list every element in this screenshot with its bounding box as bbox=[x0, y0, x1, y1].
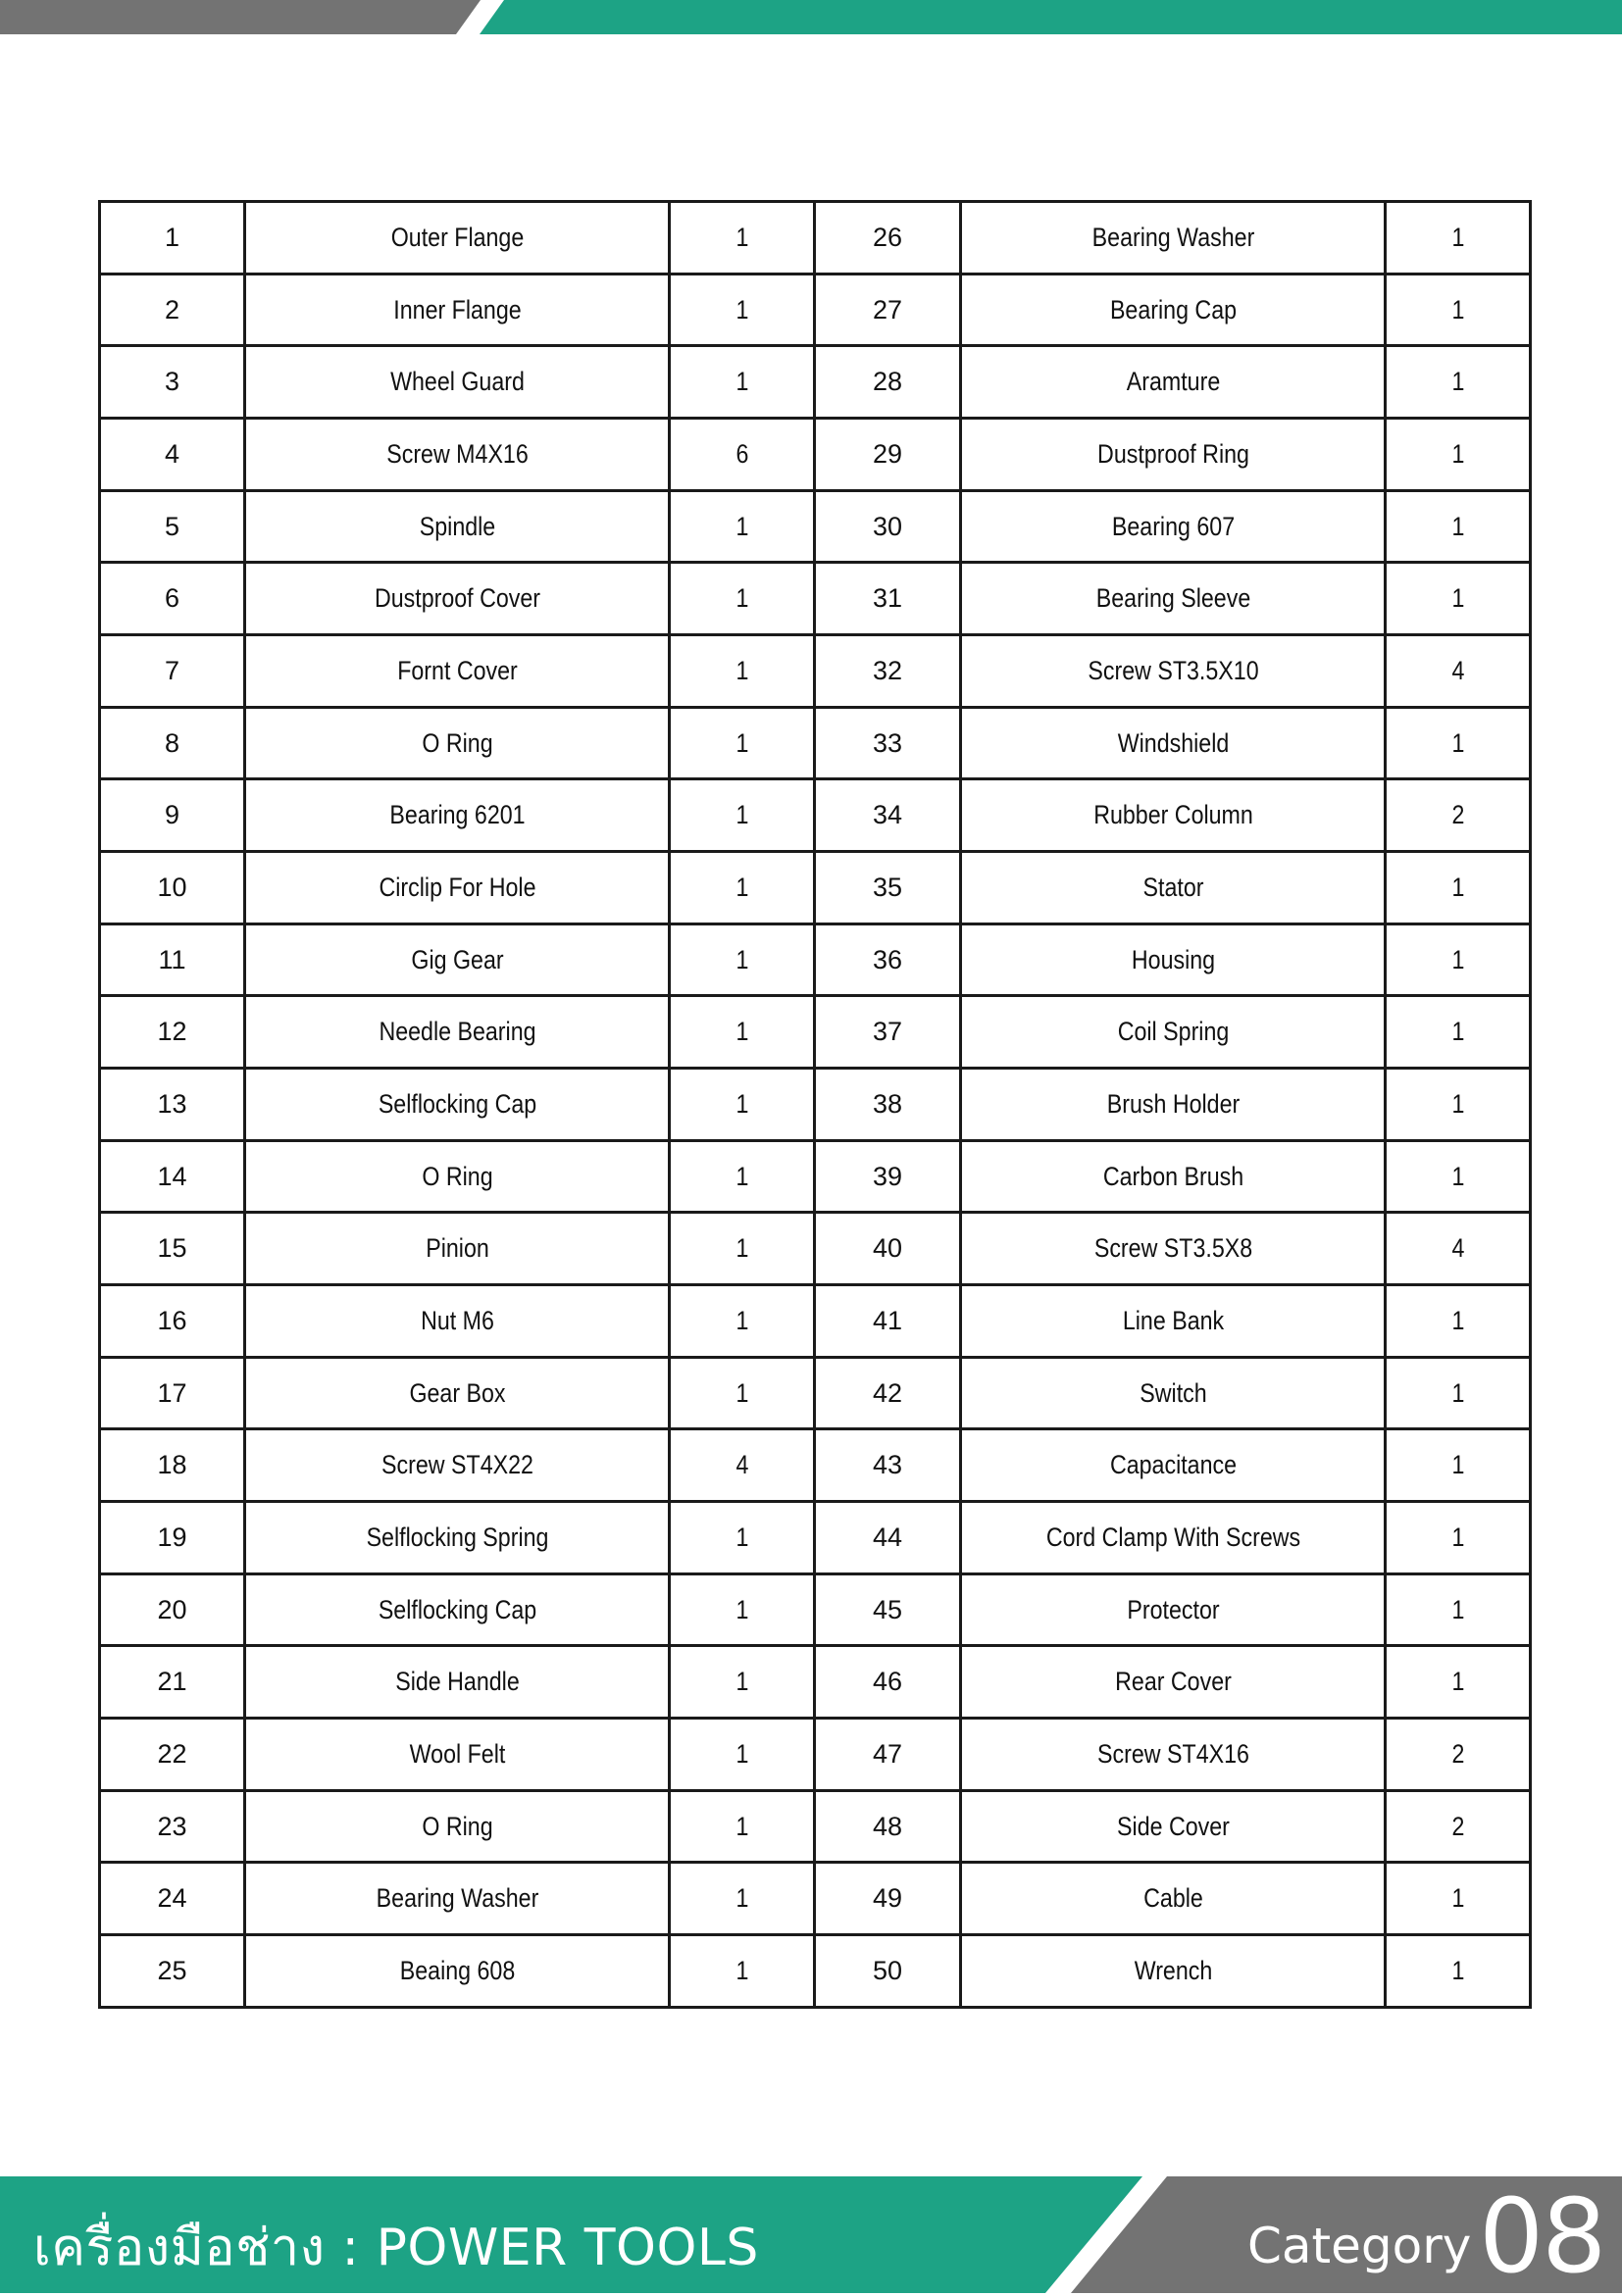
part-qty-cell: 1 bbox=[680, 563, 804, 635]
footer-title: เครื่องมือช่าง : POWER TOOLS bbox=[33, 2219, 759, 2277]
part-qty-cell: 1 bbox=[680, 274, 804, 346]
part-number-cell: 36 bbox=[815, 923, 961, 996]
table-row bbox=[100, 996, 1531, 1069]
part-qty-cell: 1 bbox=[1395, 1140, 1520, 1213]
part-number-cell: 39 bbox=[815, 1140, 961, 1213]
part-name-cell: Bearing 6201 bbox=[275, 779, 639, 852]
part-number-cell: 31 bbox=[815, 563, 961, 635]
table-row bbox=[100, 419, 1531, 491]
table-row bbox=[100, 1719, 1531, 1791]
part-name-cell: Bearing 607 bbox=[990, 490, 1355, 563]
part-qty-cell: 2 bbox=[1395, 779, 1520, 852]
part-number-cell: 33 bbox=[815, 707, 961, 779]
part-qty-cell: 4 bbox=[1395, 1213, 1520, 1285]
parts-table bbox=[98, 200, 1532, 2009]
part-number-cell: 5 bbox=[100, 490, 245, 563]
part-name-cell: Wrench bbox=[990, 1935, 1355, 2008]
part-number-cell: 43 bbox=[815, 1429, 961, 1502]
table-row bbox=[100, 923, 1531, 996]
part-qty-cell: 2 bbox=[1395, 1719, 1520, 1791]
part-name-cell: Line Bank bbox=[990, 1285, 1355, 1358]
part-qty-cell: 4 bbox=[1395, 635, 1520, 708]
part-name-cell: Screw ST4X16 bbox=[990, 1719, 1355, 1791]
part-number-cell: 18 bbox=[100, 1429, 245, 1502]
part-name-cell: Fornt Cover bbox=[275, 635, 639, 708]
top-accent-bar bbox=[0, 0, 1622, 34]
table-row bbox=[100, 635, 1531, 708]
part-name-cell: Screw ST4X22 bbox=[275, 1429, 639, 1502]
part-name-cell: O Ring bbox=[275, 707, 639, 779]
part-qty-cell: 1 bbox=[680, 1285, 804, 1358]
part-number-cell: 13 bbox=[100, 1069, 245, 1141]
part-qty-cell: 1 bbox=[1395, 346, 1520, 419]
part-name-cell: Bearing Washer bbox=[275, 1863, 639, 1935]
part-name-cell: Coil Spring bbox=[990, 996, 1355, 1069]
table-row bbox=[100, 346, 1531, 419]
part-number-cell: 30 bbox=[815, 490, 961, 563]
category-number: 08 bbox=[1479, 2176, 1605, 2296]
table-row bbox=[100, 1790, 1531, 1863]
part-qty-cell: 1 bbox=[680, 1213, 804, 1285]
part-qty-cell: 1 bbox=[1395, 1646, 1520, 1719]
part-number-cell: 37 bbox=[815, 996, 961, 1069]
part-qty-cell: 1 bbox=[680, 202, 804, 275]
part-name-cell: Selflocking Spring bbox=[275, 1502, 639, 1574]
part-name-cell: Wheel Guard bbox=[275, 346, 639, 419]
part-name-cell: Rubber Column bbox=[990, 779, 1355, 852]
table-row bbox=[100, 779, 1531, 852]
part-number-cell: 47 bbox=[815, 1719, 961, 1791]
part-number-cell: 34 bbox=[815, 779, 961, 852]
table-row bbox=[100, 1935, 1531, 2008]
part-name-cell: Nut M6 bbox=[275, 1285, 639, 1358]
part-qty-cell: 1 bbox=[680, 1646, 804, 1719]
table-row bbox=[100, 490, 1531, 563]
part-number-cell: 25 bbox=[100, 1935, 245, 2008]
part-qty-cell: 1 bbox=[1395, 419, 1520, 491]
part-qty-cell: 1 bbox=[1395, 1573, 1520, 1646]
part-number-cell: 44 bbox=[815, 1502, 961, 1574]
part-qty-cell: 1 bbox=[680, 779, 804, 852]
part-name-cell: Rear Cover bbox=[990, 1646, 1355, 1719]
part-qty-cell: 1 bbox=[680, 852, 804, 924]
part-name-cell: Bearing Washer bbox=[990, 202, 1355, 275]
part-name-cell: Screw ST3.5X10 bbox=[990, 635, 1355, 708]
part-qty-cell: 1 bbox=[680, 923, 804, 996]
part-qty-cell: 1 bbox=[680, 1069, 804, 1141]
part-qty-cell: 2 bbox=[1395, 1790, 1520, 1863]
table-row bbox=[100, 1429, 1531, 1502]
part-qty-cell: 1 bbox=[1395, 274, 1520, 346]
part-name-cell: Dustproof Cover bbox=[275, 563, 639, 635]
part-qty-cell: 1 bbox=[680, 1790, 804, 1863]
part-number-cell: 28 bbox=[815, 346, 961, 419]
part-name-cell: Side Handle bbox=[275, 1646, 639, 1719]
part-number-cell: 27 bbox=[815, 274, 961, 346]
part-number-cell: 42 bbox=[815, 1357, 961, 1429]
part-qty-cell: 4 bbox=[680, 1429, 804, 1502]
part-qty-cell: 1 bbox=[1395, 852, 1520, 924]
part-name-cell: Gear Box bbox=[275, 1357, 639, 1429]
part-name-cell: Gig Gear bbox=[275, 923, 639, 996]
table-row bbox=[100, 1069, 1531, 1141]
part-qty-cell: 1 bbox=[1395, 1863, 1520, 1935]
part-qty-cell: 1 bbox=[1395, 996, 1520, 1069]
part-name-cell: Wool Felt bbox=[275, 1719, 639, 1791]
part-qty-cell: 1 bbox=[1395, 1069, 1520, 1141]
part-name-cell: Beaing 608 bbox=[275, 1935, 639, 2008]
part-number-cell: 21 bbox=[100, 1646, 245, 1719]
part-number-cell: 50 bbox=[815, 1935, 961, 2008]
part-qty-cell: 1 bbox=[1395, 1429, 1520, 1502]
part-name-cell: Windshield bbox=[990, 707, 1355, 779]
part-number-cell: 17 bbox=[100, 1357, 245, 1429]
part-name-cell: Pinion bbox=[275, 1213, 639, 1285]
part-number-cell: 32 bbox=[815, 635, 961, 708]
part-qty-cell: 1 bbox=[680, 1719, 804, 1791]
part-number-cell: 35 bbox=[815, 852, 961, 924]
part-name-cell: O Ring bbox=[275, 1140, 639, 1213]
part-qty-cell: 1 bbox=[680, 1863, 804, 1935]
part-name-cell: Housing bbox=[990, 923, 1355, 996]
part-number-cell: 9 bbox=[100, 779, 245, 852]
part-qty-cell: 1 bbox=[1395, 1357, 1520, 1429]
table-row bbox=[100, 1573, 1531, 1646]
part-number-cell: 16 bbox=[100, 1285, 245, 1358]
part-qty-cell: 1 bbox=[680, 346, 804, 419]
part-number-cell: 23 bbox=[100, 1790, 245, 1863]
part-qty-cell: 1 bbox=[680, 635, 804, 708]
part-number-cell: 29 bbox=[815, 419, 961, 491]
part-name-cell: Brush Holder bbox=[990, 1069, 1355, 1141]
part-number-cell: 2 bbox=[100, 274, 245, 346]
table-row bbox=[100, 707, 1531, 779]
part-number-cell: 20 bbox=[100, 1573, 245, 1646]
part-qty-cell: 1 bbox=[1395, 707, 1520, 779]
table-row bbox=[100, 1646, 1531, 1719]
part-qty-cell: 1 bbox=[680, 1357, 804, 1429]
part-qty-cell: 1 bbox=[1395, 490, 1520, 563]
part-name-cell: Protector bbox=[990, 1573, 1355, 1646]
part-name-cell: Screw M4X16 bbox=[275, 419, 639, 491]
part-name-cell: Circlip For Hole bbox=[275, 852, 639, 924]
part-name-cell: Capacitance bbox=[990, 1429, 1355, 1502]
part-number-cell: 38 bbox=[815, 1069, 961, 1141]
part-name-cell: Cord Clamp With Screws bbox=[990, 1502, 1355, 1574]
table-row bbox=[100, 1213, 1531, 1285]
part-number-cell: 6 bbox=[100, 563, 245, 635]
part-number-cell: 10 bbox=[100, 852, 245, 924]
part-name-cell: Bearing Sleeve bbox=[990, 563, 1355, 635]
part-qty-cell: 1 bbox=[680, 1573, 804, 1646]
part-number-cell: 15 bbox=[100, 1213, 245, 1285]
part-name-cell: Outer Flange bbox=[275, 202, 639, 275]
part-name-cell: Side Cover bbox=[990, 1790, 1355, 1863]
table-row bbox=[100, 274, 1531, 346]
part-number-cell: 48 bbox=[815, 1790, 961, 1863]
part-number-cell: 46 bbox=[815, 1646, 961, 1719]
part-number-cell: 12 bbox=[100, 996, 245, 1069]
table-row bbox=[100, 1357, 1531, 1429]
part-qty-cell: 1 bbox=[680, 490, 804, 563]
part-qty-cell: 1 bbox=[680, 707, 804, 779]
part-qty-cell: 1 bbox=[1395, 1935, 1520, 2008]
part-number-cell: 40 bbox=[815, 1213, 961, 1285]
part-number-cell: 22 bbox=[100, 1719, 245, 1791]
part-number-cell: 41 bbox=[815, 1285, 961, 1358]
table-row bbox=[100, 852, 1531, 924]
part-qty-cell: 1 bbox=[680, 1140, 804, 1213]
part-name-cell: Aramture bbox=[990, 346, 1355, 419]
part-number-cell: 45 bbox=[815, 1573, 961, 1646]
parts-table-body bbox=[100, 202, 1531, 2008]
part-name-cell: Spindle bbox=[275, 490, 639, 563]
part-number-cell: 14 bbox=[100, 1140, 245, 1213]
part-qty-cell: 1 bbox=[680, 996, 804, 1069]
part-name-cell: O Ring bbox=[275, 1790, 639, 1863]
part-qty-cell: 1 bbox=[1395, 202, 1520, 275]
part-number-cell: 8 bbox=[100, 707, 245, 779]
category-label: Category bbox=[1247, 2218, 1472, 2274]
part-name-cell: Selflocking Cap bbox=[275, 1069, 639, 1141]
table-row bbox=[100, 1863, 1531, 1935]
part-qty-cell: 1 bbox=[1395, 1285, 1520, 1358]
part-qty-cell: 1 bbox=[680, 1502, 804, 1574]
part-qty-cell: 6 bbox=[680, 419, 804, 491]
part-name-cell: Screw ST3.5X8 bbox=[990, 1213, 1355, 1285]
part-number-cell: 7 bbox=[100, 635, 245, 708]
part-number-cell: 1 bbox=[100, 202, 245, 275]
part-name-cell: Stator bbox=[990, 852, 1355, 924]
part-qty-cell: 1 bbox=[680, 1935, 804, 2008]
part-name-cell: Bearing Cap bbox=[990, 274, 1355, 346]
table-row bbox=[100, 1285, 1531, 1358]
part-name-cell: Switch bbox=[990, 1357, 1355, 1429]
part-name-cell: Carbon Brush bbox=[990, 1140, 1355, 1213]
part-name-cell: Dustproof Ring bbox=[990, 419, 1355, 491]
part-name-cell: Cable bbox=[990, 1863, 1355, 1935]
part-number-cell: 24 bbox=[100, 1863, 245, 1935]
part-number-cell: 19 bbox=[100, 1502, 245, 1574]
table-row bbox=[100, 202, 1531, 275]
part-qty-cell: 1 bbox=[1395, 923, 1520, 996]
part-number-cell: 3 bbox=[100, 346, 245, 419]
table-row bbox=[100, 1140, 1531, 1213]
table-row bbox=[100, 563, 1531, 635]
part-qty-cell: 1 bbox=[1395, 563, 1520, 635]
table-row bbox=[100, 1502, 1531, 1574]
part-number-cell: 4 bbox=[100, 419, 245, 491]
part-qty-cell: 1 bbox=[1395, 1502, 1520, 1574]
part-name-cell: Inner Flange bbox=[275, 274, 639, 346]
part-number-cell: 26 bbox=[815, 202, 961, 275]
part-name-cell: Needle Bearing bbox=[275, 996, 639, 1069]
part-number-cell: 11 bbox=[100, 923, 245, 996]
part-number-cell: 49 bbox=[815, 1863, 961, 1935]
part-name-cell: Selflocking Cap bbox=[275, 1573, 639, 1646]
